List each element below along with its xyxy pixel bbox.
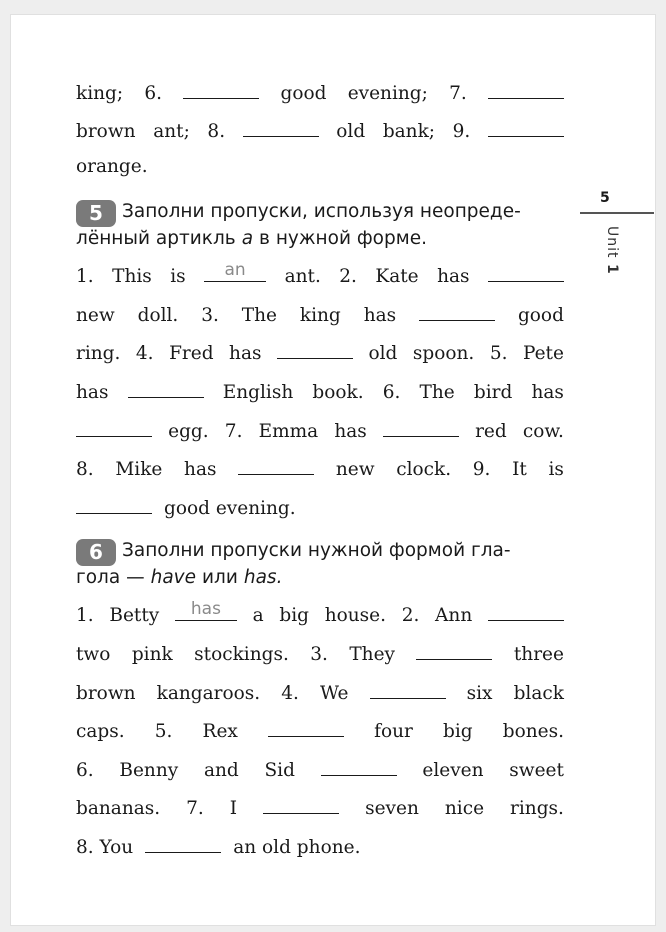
answer-blank[interactable] [145,834,221,853]
word: 2. [339,266,357,287]
word: two [76,644,111,665]
text-line [76,495,564,519]
text-line [76,641,564,665]
word: 4. [281,683,299,704]
text-line [76,834,564,858]
text-line [76,718,564,742]
word: an old phone. [233,837,361,858]
word: The [419,382,455,403]
word: good evening. [164,498,296,519]
word: Mike [115,459,163,480]
word: 8. [76,459,94,480]
word: caps. [76,721,125,742]
word: is [170,266,186,287]
instruction-line [76,566,568,590]
answer-blank[interactable] [419,302,495,321]
word: bananas. [76,798,161,819]
instruction-part: has. [243,567,283,588]
word: Ann [435,605,473,626]
instruction-text [76,200,521,227]
word: and [203,760,239,781]
answer-blank[interactable] [268,718,344,737]
word: good [517,305,564,326]
word: has [229,343,262,364]
word: Benny [119,760,179,781]
word: We [320,683,349,704]
answer-blank[interactable] [370,680,446,699]
answer-blank[interactable] [263,795,339,814]
word: 6. [382,382,401,403]
answer-blank[interactable] [183,80,259,99]
word: cow. [522,421,564,442]
word: three [513,644,564,665]
word: 7. [224,421,243,442]
word: house. [324,605,386,626]
word: big [279,605,309,626]
word: six [466,683,493,704]
sample-answer: has [190,599,221,619]
word: Sid [264,760,295,781]
word: 3. [201,305,219,326]
word: 6. [144,83,163,104]
word: four [374,721,413,742]
answer-blank[interactable] [416,641,492,660]
word: eleven [422,760,484,781]
word: rings. [510,798,564,819]
word: old [336,121,366,142]
word: good [280,83,327,104]
text-line [76,599,564,626]
word: 5. [489,343,508,364]
word: brown [76,683,136,704]
task-5-instruction [76,200,568,251]
answer-blank[interactable] [488,602,564,621]
word: Betty [109,605,160,626]
word: Pete [522,343,564,364]
word: nice [444,798,485,819]
word: The [241,305,277,326]
word: has [531,382,564,403]
word: ring. [76,343,121,364]
instruction-part: a [241,228,254,249]
word: This [112,266,152,287]
word: brown [76,121,136,142]
text-line [76,260,564,287]
word: a [252,605,264,626]
word: doll. [137,305,179,326]
word: 8. [207,121,226,142]
sidebar-rule [580,212,654,214]
text-line [76,795,564,819]
word: Fred [169,343,214,364]
instruction-part: гола — [76,567,145,588]
word: 2. [401,605,420,626]
answer-blank[interactable] [277,340,353,359]
word: 9. [472,459,491,480]
word: egg. [168,421,209,442]
answer-blank[interactable] [383,418,459,437]
word: has [363,305,397,326]
instruction-text [76,539,511,566]
word: 4. [135,343,154,364]
word: old [368,343,398,364]
word: king [299,305,341,326]
unit-label [596,226,620,306]
answer-blank[interactable] [321,757,397,776]
page-number: 5 [600,190,610,206]
word: 1. [76,605,94,626]
word: 5. [154,721,173,742]
word: clock. [396,459,452,480]
text-line [76,757,564,781]
instruction-part: Заполни пропуски, используя неопреде- [122,201,521,222]
word: red [475,421,507,442]
word: They [349,644,395,665]
text-line [76,156,564,177]
answer-blank-example [204,260,266,282]
text-line [76,80,564,104]
word: has [334,421,367,442]
word: I [229,798,238,819]
word: sweet [509,760,564,781]
instruction-part: Заполни пропуски нужной формой гла- [122,540,511,561]
word: black [513,683,564,704]
text-line [76,302,564,326]
answer-blank-example [175,599,237,621]
word: evening; [347,83,428,104]
answer-blank[interactable] [243,118,319,137]
word: orange. [76,156,148,177]
word: bank; [382,121,436,142]
answer-blank[interactable] [76,418,152,437]
text-line [76,456,564,480]
word: Emma [258,421,319,442]
answer-blank[interactable] [76,495,152,514]
word: new [76,305,115,326]
word: 7. [449,83,467,104]
answer-blank[interactable] [488,263,564,282]
answer-blank[interactable] [488,118,564,137]
word: has [76,382,109,403]
word: English [222,382,294,403]
word: It [512,459,527,480]
word: ant. [284,266,321,287]
word: 1. [76,266,94,287]
instruction-line [76,227,568,251]
word: book. [312,382,364,403]
word: Rex [202,721,238,742]
text-line [76,340,564,364]
unit-word: Unit [604,226,620,259]
word: ant; [153,121,190,142]
word: bones. [502,721,564,742]
word: pink [131,644,173,665]
text-line [76,418,564,442]
unit-number: 1 [604,263,620,275]
word: has [184,459,217,480]
word: kangaroos. [156,683,261,704]
word: stockings. [194,644,289,665]
instruction-line [76,539,568,566]
word: 7. [186,798,204,819]
word: Kate [375,266,419,287]
word: 3. [310,644,328,665]
word: 6. [76,760,94,781]
word: is [548,459,564,480]
word: big [443,721,473,742]
instruction-part: лённый артикль [76,228,236,249]
text-line [76,118,564,142]
sample-answer: an [224,260,246,280]
text-line [76,680,564,704]
instruction-part: have [150,567,196,588]
word: seven [365,798,419,819]
text-line [76,379,564,403]
instruction-part: в нужной форме. [259,228,427,249]
instruction-line [76,200,568,227]
answer-blank[interactable] [488,80,564,99]
task-6-instruction [76,539,568,590]
task-number-badge: 6 [76,539,116,566]
word: king; [76,83,124,104]
word: 9. [452,121,471,142]
answer-blank[interactable] [128,379,204,398]
word: 8. You [76,837,134,858]
word: new [335,459,375,480]
word: bird [473,382,513,403]
answer-blank[interactable] [238,456,314,475]
word: spoon. [412,343,475,364]
instruction-part: или [202,567,238,588]
task-number-badge: 5 [76,200,116,227]
word: has [437,266,470,287]
